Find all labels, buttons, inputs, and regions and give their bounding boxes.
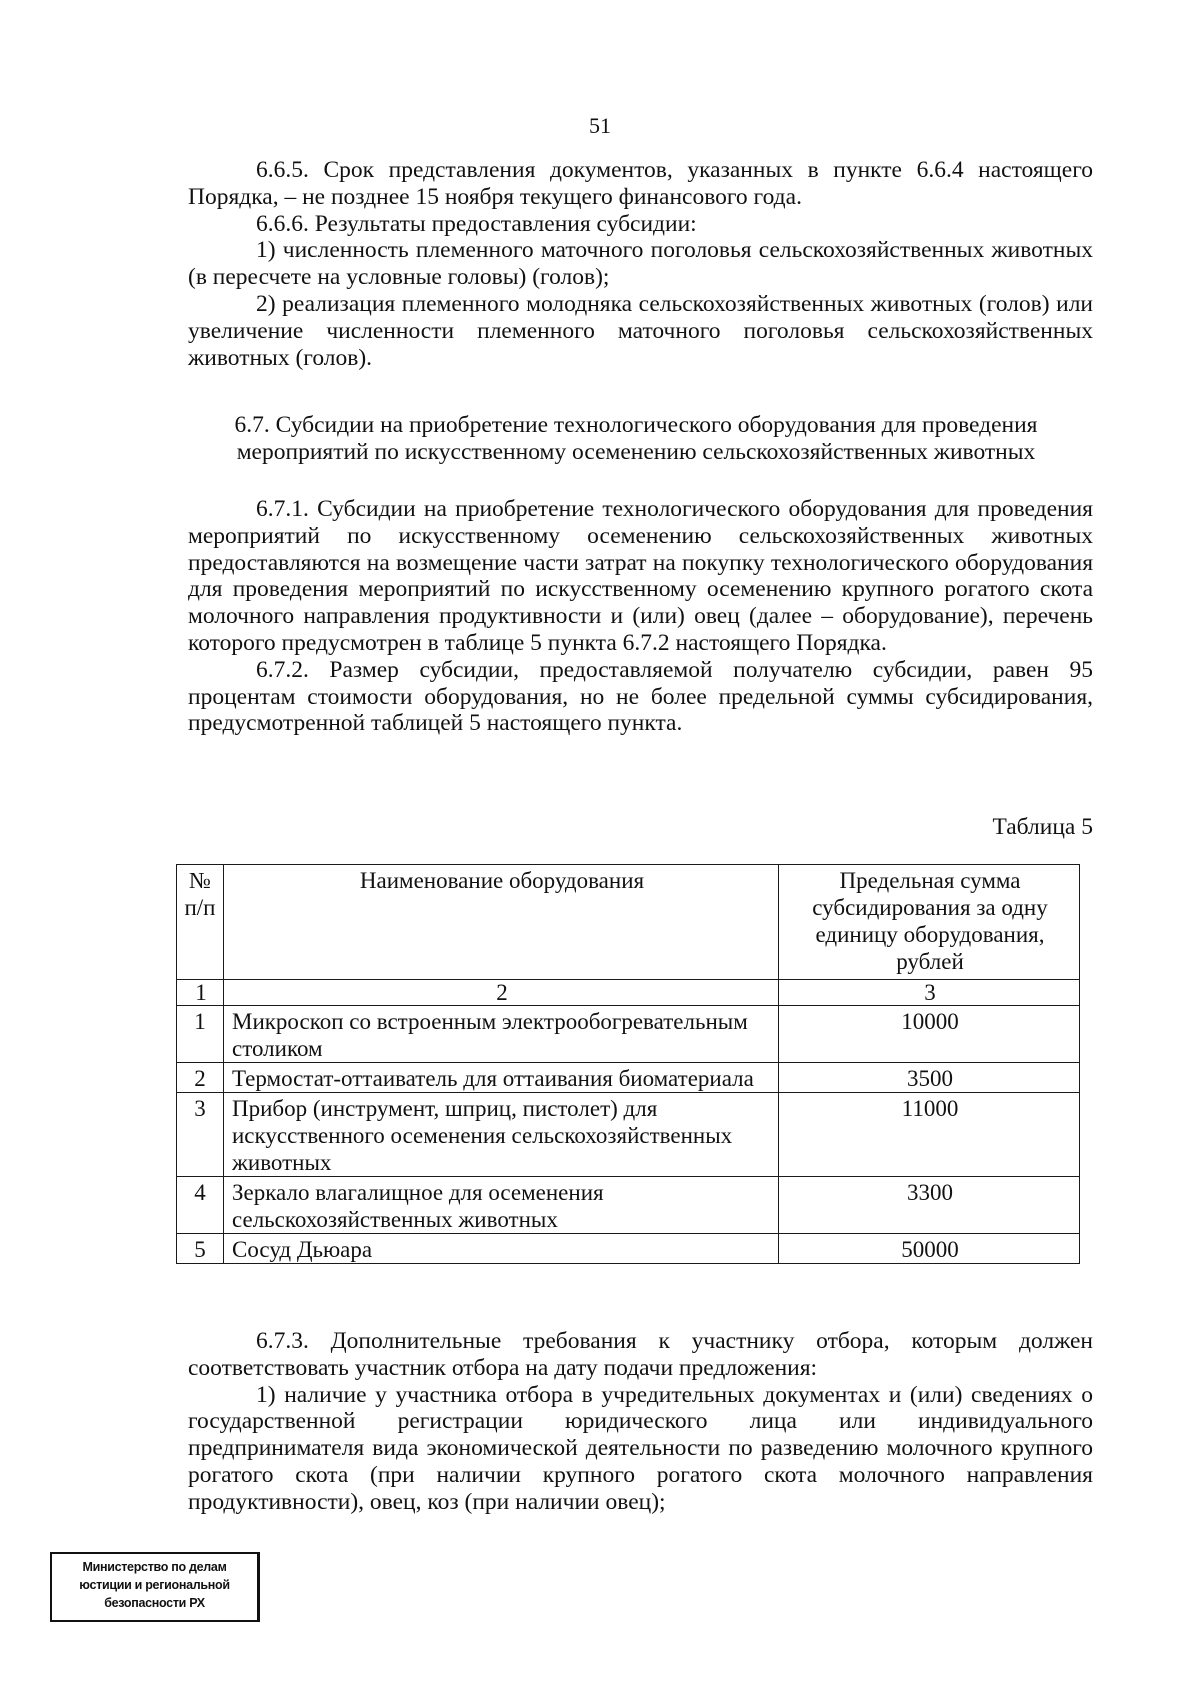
row-sum: 50000 bbox=[779, 1234, 1080, 1264]
row-num: 4 bbox=[177, 1177, 224, 1234]
row-sum: 3300 bbox=[779, 1177, 1080, 1234]
table-row bbox=[177, 1093, 1080, 1177]
table-index-row bbox=[177, 980, 1080, 1006]
section-6-7-heading: 6.7. Субсидии на приобретение технологического оборудования для проведения мероприятий по искусственному осеменению сельскохозяйственных животных bbox=[234, 412, 1038, 465]
stamp-line: Министерство по делам bbox=[82, 1560, 227, 1574]
paragraph-6-7-3-item-1: 1) наличие у участника отбора в учредительных документах и (или) сведениях о государственной регистрации юридического лица или индивидуального предпринимателя вида экономической деятельности по разведению молочного крупного рогатого скота (при наличии крупного рогатого скота молочного направления продуктивности), овец, коз (при наличии овец); bbox=[188, 1381, 1093, 1515]
page-number: 51 bbox=[589, 113, 611, 138]
section-6-7-heading-block bbox=[196, 412, 1076, 466]
row-sum: 3500 bbox=[779, 1063, 1080, 1093]
paragraph-6-7-2: 6.7.2. Размер субсидии, предоставляемой получателю субсидии, равен 95 процентам стоимости оборудования, но не более предельной суммы субсидирования, предусмотренной таблицей 5 настоящего пункта. bbox=[188, 656, 1093, 737]
row-name: Сосуд Дьюара bbox=[224, 1234, 779, 1264]
section-6-7 bbox=[188, 496, 1093, 737]
table-header-row bbox=[177, 865, 1080, 980]
table-row bbox=[177, 1006, 1080, 1063]
row-num: 1 bbox=[177, 1006, 224, 1063]
row-name: Прибор (инструмент, шприц, пистолет) для искусственного осеменения сельскохозяйственных животных bbox=[224, 1093, 779, 1177]
index-cell: 1 bbox=[177, 980, 224, 1006]
paragraph-6-6-6-item-2: 2) реализация племенного молодняка сельскохозяйственных животных (голов) или увеличение численности племенного маточного поголовья сельскохозяйственных животных (голов). bbox=[188, 290, 1093, 371]
stamp-line: безопасности РХ bbox=[104, 1596, 205, 1610]
equipment-table bbox=[176, 864, 1080, 1264]
paragraph-6-6-6: 6.6.6. Результаты предоставления субсидии: bbox=[256, 210, 697, 237]
header-name: Наименование оборудования bbox=[224, 865, 779, 980]
row-name: Зеркало влагалищное для осеменения сельскохозяйственных животных bbox=[224, 1177, 779, 1234]
row-name: Микроскоп со встроенным электрообогревательным столиком bbox=[224, 1006, 779, 1063]
table-row bbox=[177, 1177, 1080, 1234]
row-sum: 10000 bbox=[779, 1006, 1080, 1063]
section-6-6 bbox=[188, 157, 1093, 371]
row-name: Термостат-оттаиватель для оттаивания биоматериала bbox=[224, 1063, 779, 1093]
index-cell: 3 bbox=[779, 980, 1080, 1006]
paragraph-6-6-6-item-1: 1) численность племенного маточного поголовья сельскохозяйственных животных (в пересчете на условные головы) (голов); bbox=[188, 237, 1093, 291]
row-num: 2 bbox=[177, 1063, 224, 1093]
header-sum: Предельная сумма субсидирования за одну единицу оборудования, рублей bbox=[779, 865, 1080, 980]
table-row bbox=[177, 1063, 1080, 1093]
table-caption: Таблица 5 bbox=[992, 814, 1093, 840]
row-num: 3 bbox=[177, 1093, 224, 1177]
section-6-7-3 bbox=[188, 1328, 1093, 1516]
stamp-line: юстиции и региональной bbox=[79, 1578, 230, 1592]
ministry-stamp bbox=[50, 1552, 260, 1622]
row-num: 5 bbox=[177, 1234, 224, 1264]
paragraph-6-7-3: 6.7.3. Дополнительные требования к участнику отбора, которым должен соответствовать участник отбора на дату подачи предложения: bbox=[188, 1328, 1093, 1381]
header-num: № п/п bbox=[177, 865, 224, 980]
index-cell: 2 bbox=[224, 980, 779, 1006]
table-row bbox=[177, 1234, 1080, 1264]
paragraph-6-7-1: 6.7.1. Субсидии на приобретение технологического оборудования для проведения мероприятий по искусственному осеменению сельскохозяйственных животных предоставляются на возмещение части затрат на покупку технологического оборудования для проведения мероприятий по искусственному осеменению крупного рогатого скота молочного направления продуктивности и (или) овец (далее – оборудование), перечень которого предусмотрен в таблице 5 пункта 6.7.2 настоящего Порядка. bbox=[188, 496, 1093, 656]
row-sum: 11000 bbox=[779, 1093, 1080, 1177]
paragraph-6-6-5: 6.6.5. Срок представления документов, указанных в пункте 6.6.4 настоящего Порядка, – не позднее 15 ноября текущего финансового года. bbox=[188, 157, 1093, 210]
